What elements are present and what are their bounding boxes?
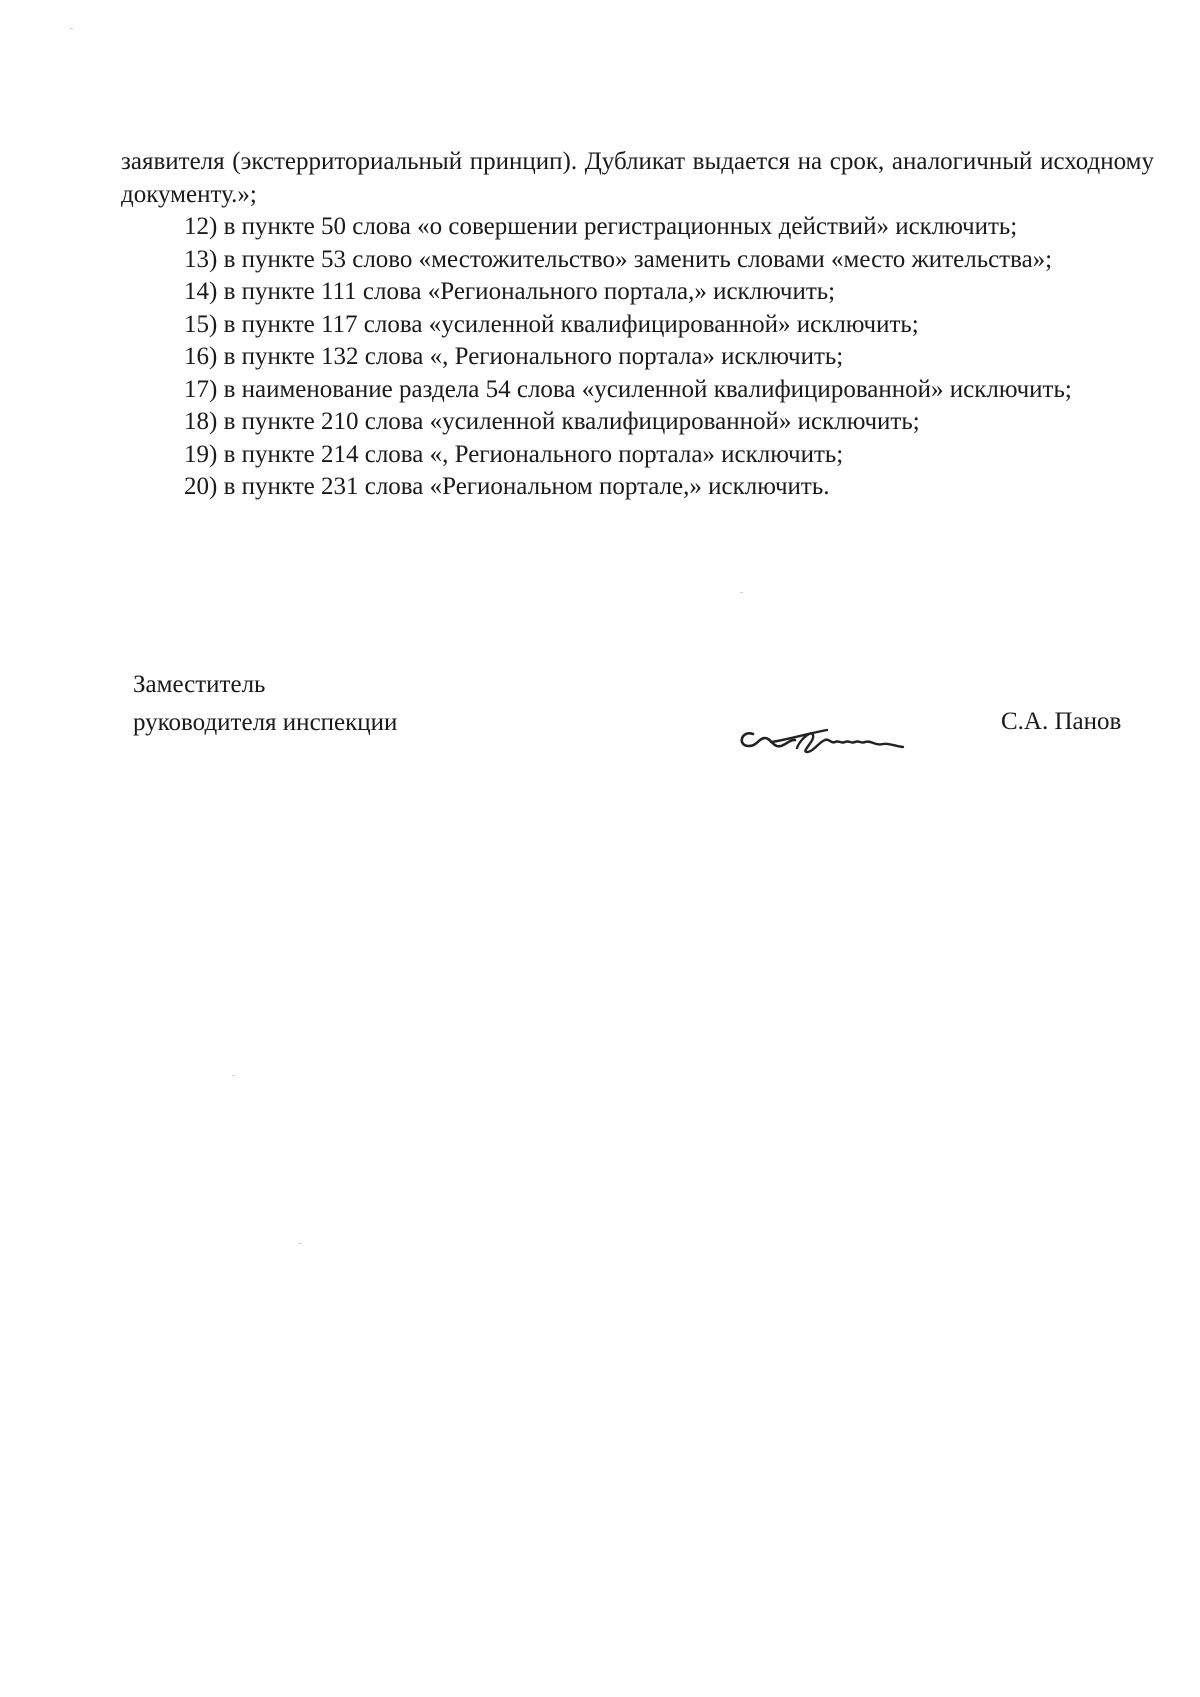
handwritten-signature-icon	[735, 718, 915, 758]
scan-speck	[232, 1075, 235, 1076]
list-item-16: 16) в пункте 132 слова «, Регионального портала» исключить;	[184, 343, 844, 370]
scan-speck	[298, 1243, 301, 1244]
list-item-20: 20) в пункте 231 слова «Региональном портале,» исключить.	[184, 473, 830, 500]
list-item-17: 17) в наименование раздела 54 слова «усиленной квалифицированной» исключить;	[184, 375, 1072, 403]
list-item-18: 18) в пункте 210 слова «усиленной квалифицированной» исключить;	[184, 408, 920, 435]
list-item-12: 12) в пункте 50 слова «о совершении регистрационных действий» исключить;	[184, 213, 1018, 240]
scan-speck	[740, 592, 743, 593]
list-item-19: 19) в пункте 214 слова «, Регионального портала» исключить;	[184, 440, 844, 468]
list-item-15: 15) в пункте 117 слова «усиленной квалифицированной» исключить;	[184, 310, 919, 338]
paragraph-continuation: заявителя (экстерриториальный принцип). Дубликат выдается на срок, аналогичный исходному документу.»;	[121, 148, 1154, 208]
scan-speck	[70, 28, 73, 29]
signatory-position-line2: руководителя инспекции	[133, 709, 398, 736]
signatory-position-line1: Заместитель	[133, 671, 266, 698]
list-item-13: 13) в пункте 53 слово «местожительство» заменить словами «место жительства»;	[184, 245, 1053, 273]
list-item-14: 14) в пункте 111 слова «Регионального портала,» исключить;	[184, 278, 836, 305]
signatory-name: С.А. Панов	[1001, 708, 1122, 735]
